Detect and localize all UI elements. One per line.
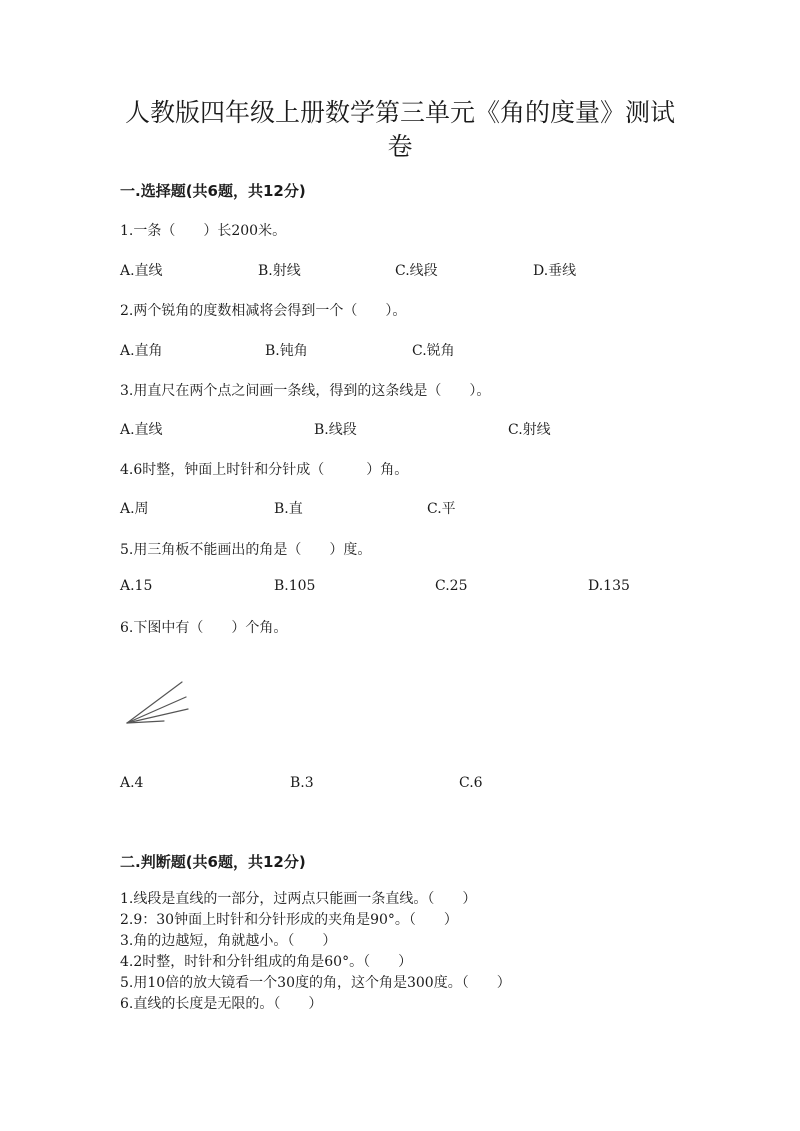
question-2-option-b: B.钝角 [265,343,308,359]
question-4-option-b: B.直 [274,501,303,517]
angle-rays-figure-icon [124,678,194,728]
question-3: 3.用直尺在两个点之间画一条线，得到的这条线是（ ）。 [120,383,491,399]
question-5-option-d: D.135 [588,578,630,594]
question-2-option-a: A.直角 [120,343,163,359]
question-5: 5.用三角板不能画出的角是（ ）度。 [120,542,372,558]
judgement-item-5: 5.用10倍的放大镜看一个30度的角，这个角是300度。（ ） [120,975,511,991]
question-2: 2.两个锐角的度数相减将会得到一个（ ）。 [120,303,407,319]
question-3-option-a: A.直线 [120,422,163,438]
question-5-option-c: C.25 [435,578,468,594]
judgement-item-4: 4.2时整，时针和分针组成的角是60°。（ ） [120,954,413,970]
judgement-item-6: 6.直线的长度是无限的。（ ） [120,996,323,1012]
question-5-option-a: A.15 [120,578,153,594]
question-4-option-c: C.平 [427,501,456,517]
question-5-option-b: B.105 [274,578,316,594]
question-1-option-c: C.线段 [395,263,438,279]
section-heading-judgement: 二.判断题(共6题，共12分) [120,853,306,871]
judgement-item-3: 3.角的边越短，角就越小。（ ） [120,933,337,949]
judgement-item-2: 2.9：30钟面上时针和分针形成的夹角是90°。（ ） [120,912,458,928]
question-3-option-b: B.线段 [314,422,357,438]
question-1-option-d: D.垂线 [533,263,577,279]
question-6: 6.下图中有（ ）个角。 [120,620,288,636]
question-6-option-a: A.4 [120,775,144,791]
question-3-option-c: C.射线 [508,422,551,438]
question-2-option-c: C.锐角 [412,343,455,359]
judgement-item-1: 1.线段是直线的一部分，过两点只能画一条直线。（ ） [120,891,477,907]
question-6-option-b: B.3 [290,775,314,791]
question-6-option-c: C.6 [459,775,483,791]
page-title [120,96,680,164]
title-line-1: 人教版四年级上册数学第三单元《角的度量》测试 [124,98,675,127]
question-1-option-a: A.直线 [120,263,163,279]
title-line-2: 卷 [387,132,413,161]
question-4-option-a: A.周 [120,501,149,517]
section-heading-choice: 一.选择题(共6题，共12分) [120,182,306,200]
question-4: 4.6时整，钟面上时针和分针成（ ）角。 [120,462,409,478]
question-1-option-b: B.射线 [258,263,301,279]
question-1: 1.一条（ ）长200米。 [120,223,287,239]
